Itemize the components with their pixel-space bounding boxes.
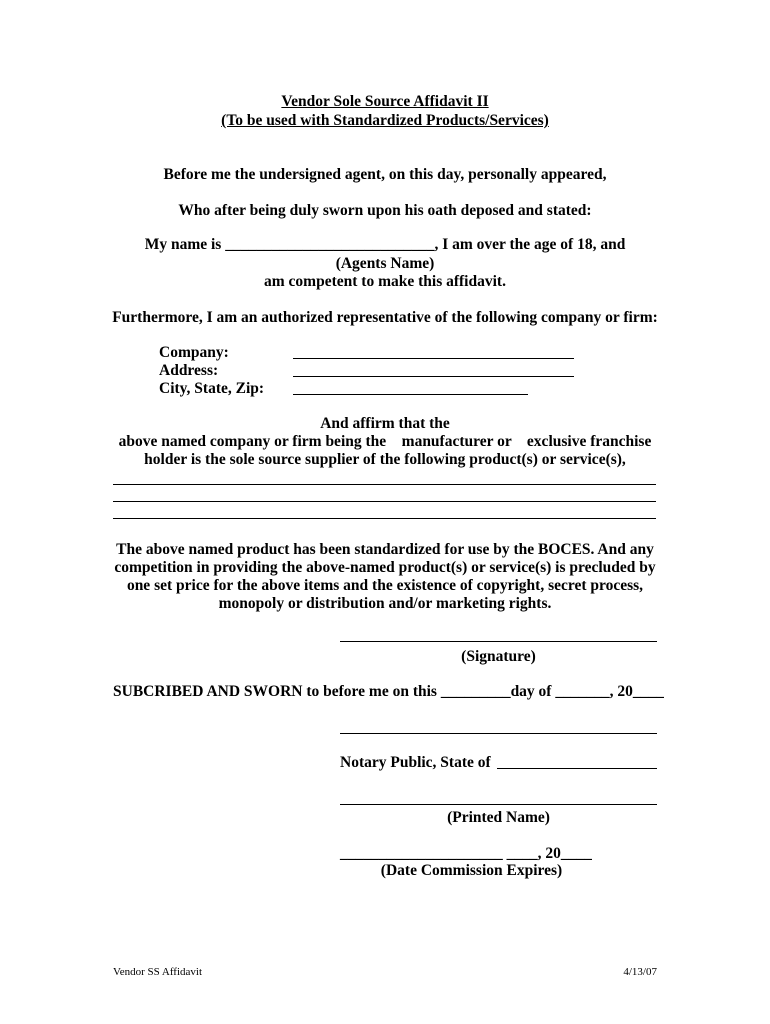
footer-date: 4/13/07	[623, 966, 657, 978]
standardized-para-line-4: monopoly or distribution and/or marketing rights.	[218, 595, 552, 612]
intro-line-2: Who after being duly sworn upon his oath deposed and stated:	[178, 202, 592, 219]
signature-line	[340, 641, 657, 642]
furthermore-line: Furthermore, I am an authorized representative of the following company or firm:	[112, 309, 658, 326]
standardized-para-line-2: competition in providing the above-named product(s) or service(s) is precluded by	[114, 559, 656, 576]
notary-state-line	[497, 768, 657, 769]
address-field-line	[293, 376, 574, 377]
notary-signature-line	[340, 733, 657, 734]
notary-state-label: Notary Public, State of	[340, 754, 491, 771]
address-label: Address:	[159, 362, 219, 379]
company-field-line	[293, 358, 574, 359]
document-subtitle: (To be used with Standardized Products/Services)	[221, 112, 549, 129]
sworn-line: SUBCRIBED AND SWORN to before me on this _________day of _______, 20____	[113, 683, 664, 700]
company-label: Company:	[159, 344, 229, 361]
affirm-line-2: above named company or firm being the manufacturer or exclusive franchise	[118, 433, 652, 450]
city-state-zip-field-line	[293, 394, 528, 395]
signature-label: (Signature)	[461, 648, 536, 665]
printed-name-label: (Printed Name)	[447, 809, 550, 826]
product-blank-line-1	[113, 484, 656, 485]
product-blank-line-2	[113, 501, 656, 502]
footer-left: Vendor SS Affidavit	[113, 966, 203, 978]
standardized-para-line-3: one set price for the above items and the existence of copyright, secret process,	[126, 577, 644, 594]
agents-name-label: (Agents Name)	[335, 255, 435, 272]
affirm-line-3: holder is the sole source supplier of the following product(s) or service(s),	[144, 451, 626, 468]
commission-date-line: _____________________ ____, 20____	[340, 845, 592, 862]
name-line: My name is ___________________________, I am over the age of 18, and	[144, 236, 626, 253]
affirm-line-1: And affirm that the	[320, 415, 450, 432]
document-title: Vendor Sole Source Affidavit II	[281, 93, 489, 110]
city-state-zip-label: City, State, Zip:	[159, 380, 265, 397]
commission-expires-label: (Date Commission Expires)	[380, 862, 563, 879]
printed-name-line	[340, 804, 657, 805]
intro-line-1: Before me the undersigned agent, on this day, personally appeared,	[163, 166, 607, 183]
product-blank-line-3	[113, 518, 656, 519]
competent-line: am competent to make this affidavit.	[264, 273, 506, 290]
standardized-para-line-1: The above named product has been standardized for use by the BOCES. And any	[116, 541, 654, 558]
